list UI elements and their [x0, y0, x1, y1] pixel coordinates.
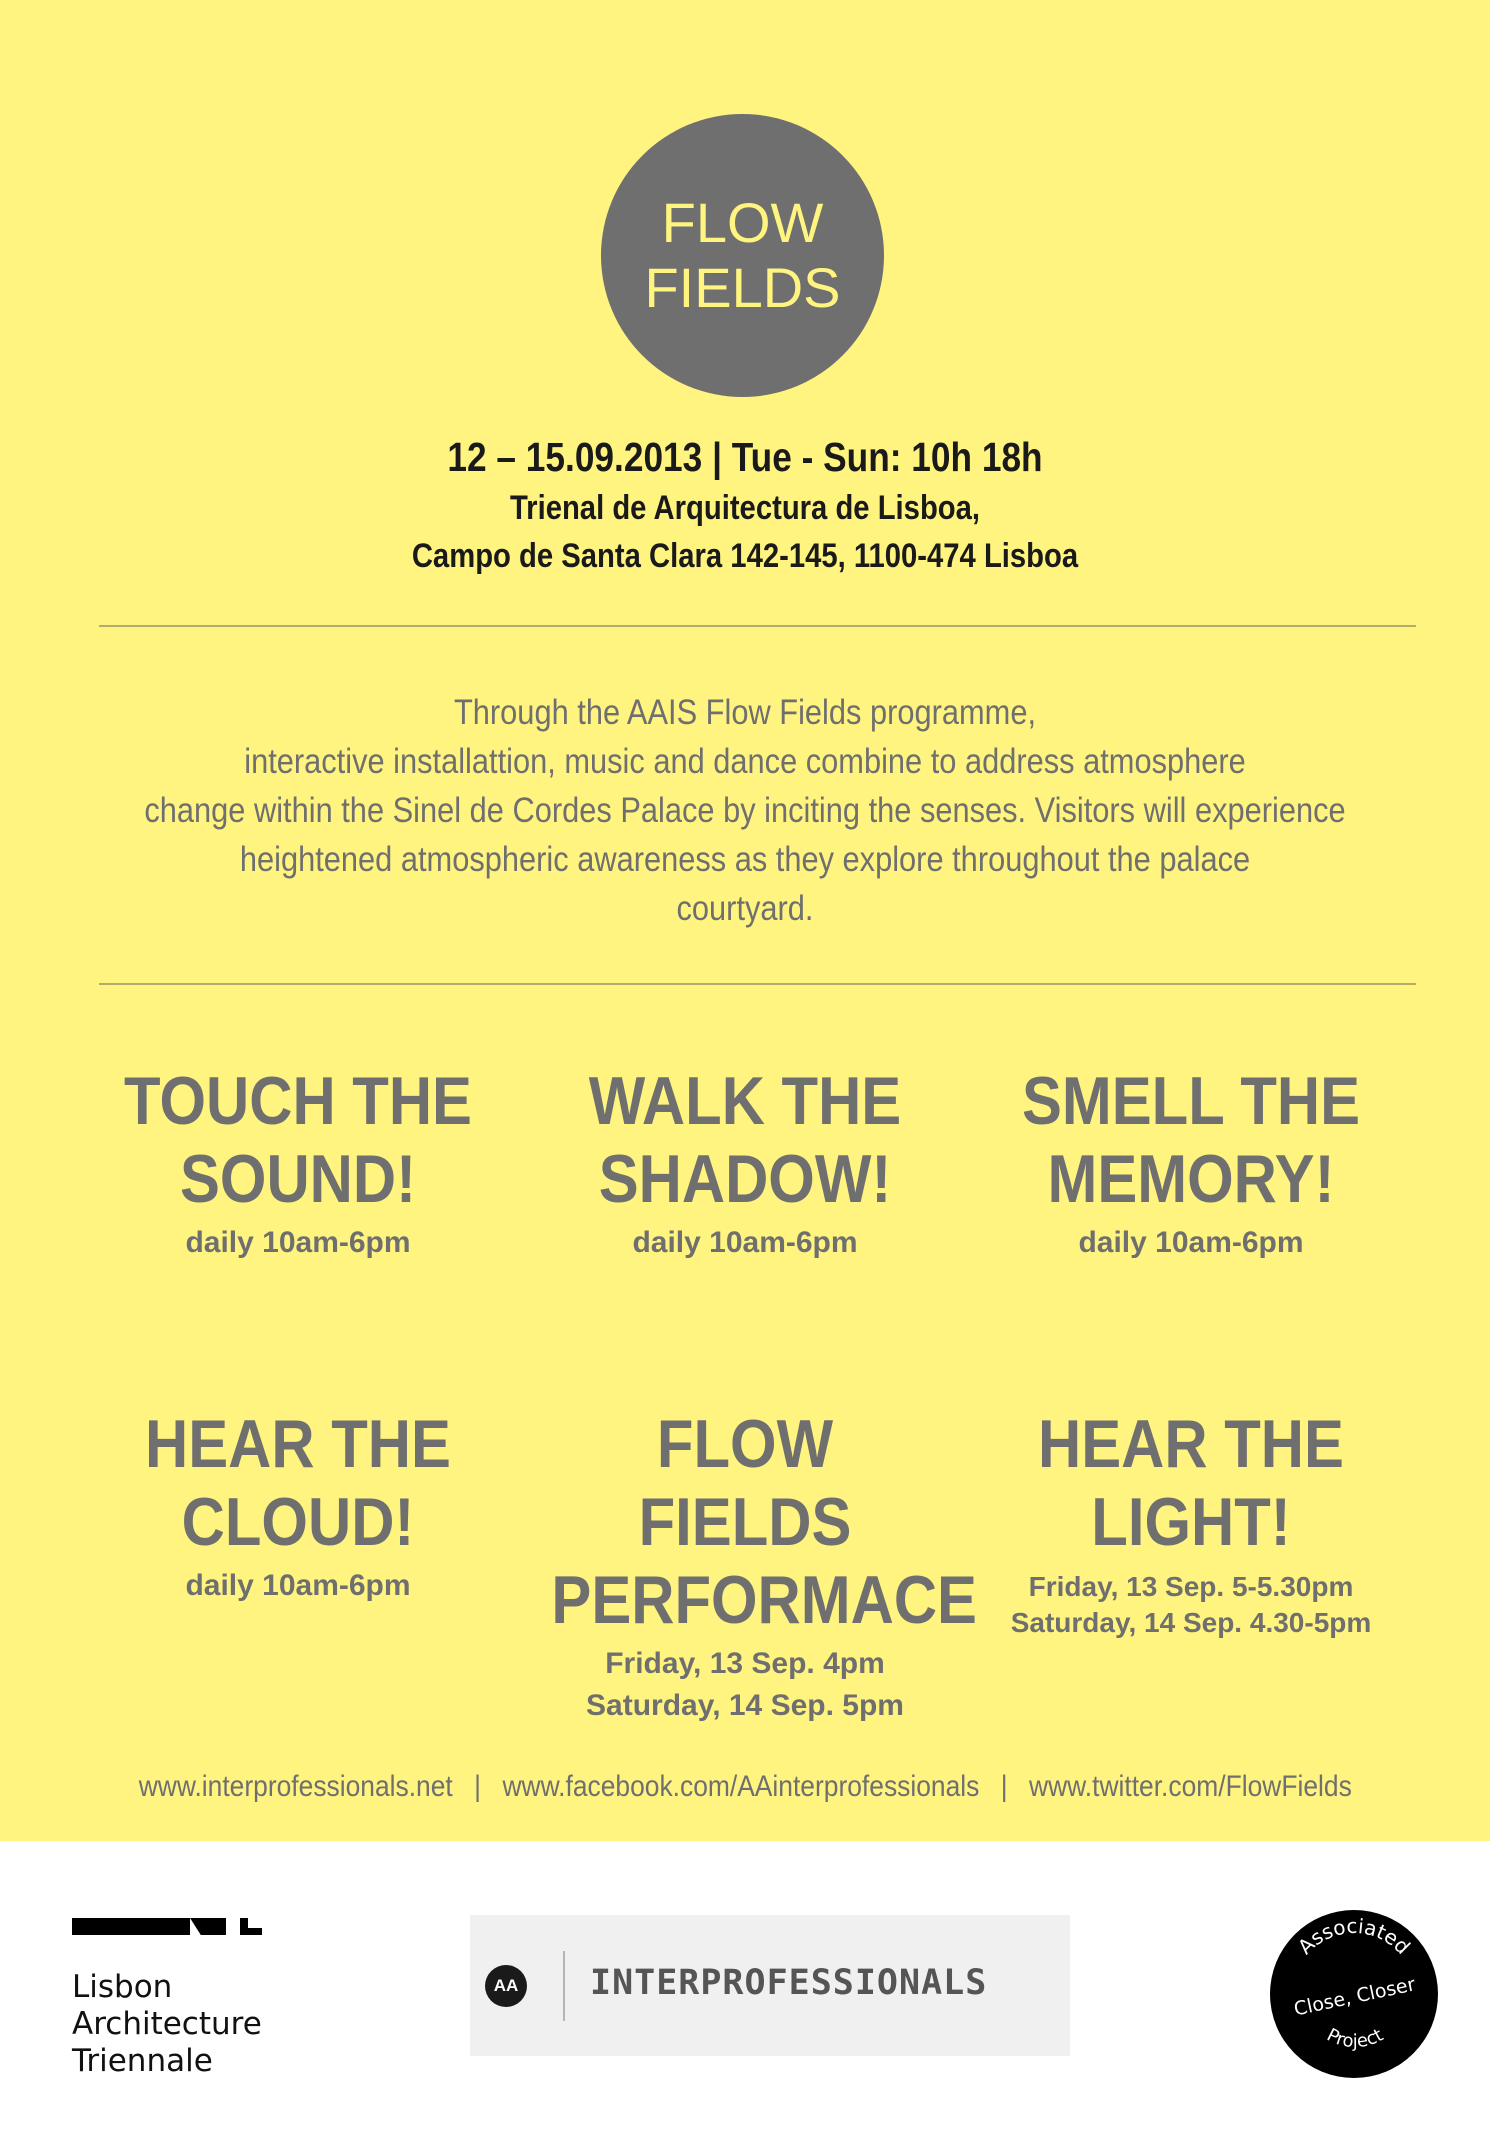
twitter-link[interactable]: www.twitter.com/FlowFields: [1028, 1770, 1352, 1803]
aa-mark-icon: AA: [485, 1965, 527, 2007]
event-dates-hours: 12 – 15.09.2013 | Tue - Sun: 10h 18h: [447, 434, 1043, 480]
event-address: Campo de Santa Clara 142-145, 1100-474 Lisboa: [411, 537, 1079, 575]
activity-title: SOUND!: [179, 1141, 417, 1217]
logo-line-1: FLOW: [661, 191, 824, 255]
activity-title: PERFORMACE: [551, 1562, 977, 1638]
activity-schedule: Saturday, 14 Sep. 5pm: [586, 1689, 904, 1722]
website-link[interactable]: www.interprofessionals.net: [138, 1770, 453, 1803]
interprofessionals-name: INTERPROFESSIONALS: [590, 1963, 988, 2003]
link-separator: |: [1000, 1770, 1008, 1803]
intro-text: [60, 688, 1430, 933]
lisbon-triennale-logo: [72, 1918, 312, 2078]
activity-schedule: daily 10am-6pm: [185, 1226, 411, 1259]
event-info: [0, 430, 1490, 580]
logo-divider: [563, 1951, 565, 2021]
flow-fields-logo: [601, 114, 884, 397]
activity-smell-the-memory: [971, 1062, 1411, 1264]
event-venue: Trienal de Arquitectura de Lisboa,: [509, 489, 981, 527]
facebook-link[interactable]: www.facebook.com/AAinterprofessionals: [502, 1770, 980, 1803]
triennale-mark-l: [240, 1918, 262, 1935]
activity-schedule: daily 10am-6pm: [185, 1569, 411, 1602]
triennale-mark-wedge: [190, 1918, 226, 1935]
activity-title: SMELL THE: [1021, 1063, 1361, 1139]
activity-hear-the-cloud: [78, 1405, 518, 1607]
activity-title: HEAR THE: [1038, 1406, 1344, 1482]
activity-schedule: daily 10am-6pm: [1078, 1226, 1304, 1259]
activity-title: MEMORY!: [1047, 1141, 1335, 1217]
logo-line-2: FIELDS: [644, 255, 841, 319]
badge-bottom-text: Project: [1323, 2024, 1387, 2053]
activity-flow-fields-performace: [525, 1405, 977, 1727]
link-separator: |: [473, 1770, 481, 1803]
triennale-line: Architecture: [72, 2006, 262, 2042]
activity-hear-the-light: [971, 1405, 1411, 1641]
intro-line: interactive installattion, music and dance combine to address atmosphere: [244, 742, 1246, 781]
activity-title: SHADOW!: [598, 1141, 892, 1217]
activity-title: LIGHT!: [1091, 1484, 1291, 1560]
activity-schedule: Friday, 13 Sep. 5-5.30pm: [1028, 1571, 1354, 1602]
interprofessionals-logo: [470, 1915, 1070, 2056]
intro-line: courtyard.: [676, 889, 814, 928]
triennale-line: Triennale: [72, 2043, 213, 2079]
activity-schedule: daily 10am-6pm: [632, 1226, 858, 1259]
activity-walk-the-shadow: [525, 1062, 965, 1264]
activity-title: CLOUD!: [181, 1484, 415, 1560]
intro-line: heightened atmospheric awareness as they explore throughout the palace: [239, 840, 1251, 879]
activity-title: WALK THE: [588, 1063, 902, 1139]
triennale-line: Lisbon: [72, 1969, 173, 2005]
intro-line: change within the Sinel de Cordes Palace by inciting the senses. Visitors will experience: [144, 791, 1346, 830]
activity-title: FLOW FIELDS: [638, 1406, 852, 1560]
divider-bottom: [99, 983, 1416, 985]
divider-top: [99, 625, 1416, 627]
activity-title: HEAR THE: [145, 1406, 451, 1482]
web-links: [0, 1770, 1490, 1804]
close-closer-project-badge: [1265, 1905, 1443, 2083]
badge-middle-text: Close, Closer: [1291, 1973, 1418, 2021]
intro-line: Through the AAIS Flow Fields programme,: [453, 693, 1037, 732]
activity-schedule: Friday, 13 Sep. 4pm: [605, 1647, 885, 1680]
badge-top-text: Associated: [1292, 1913, 1416, 1959]
triennale-mark-bar: [72, 1918, 190, 1935]
activity-title: TOUCH THE: [124, 1063, 472, 1139]
activity-touch-the-sound: [78, 1062, 518, 1264]
triennale-name: [72, 1969, 262, 2080]
activity-schedule: Saturday, 14 Sep. 4.30-5pm: [1010, 1607, 1372, 1638]
